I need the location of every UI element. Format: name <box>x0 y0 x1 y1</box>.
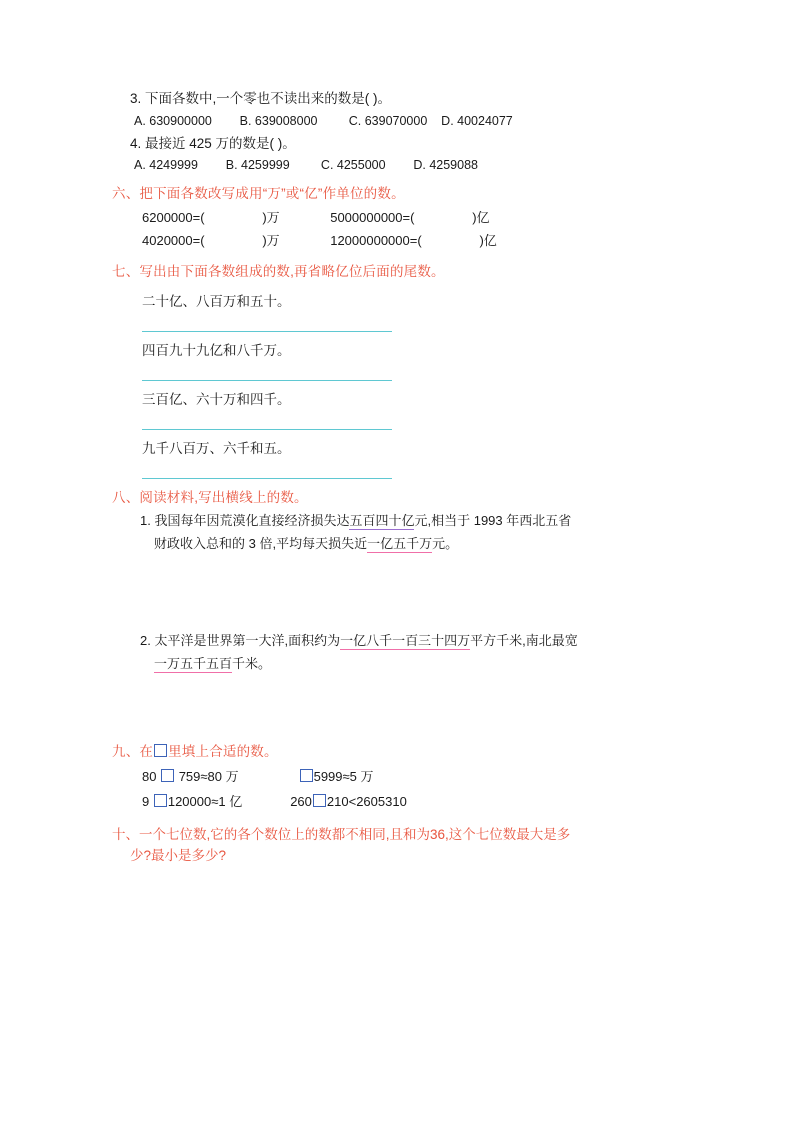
answer-line-4[interactable] <box>142 464 392 479</box>
row2-a-post: 120000≈1 亿 <box>167 794 243 810</box>
question-4: 4. 最接近 425 万的数是( )。 <box>130 135 296 151</box>
item1-line2-pre: 财政收入总和的 3 倍,平均每天损失近 <box>154 536 368 552</box>
item2-text-pre: 2. 太平洋是世界第一大洋,面积约为 <box>140 632 341 648</box>
section-7-item-4: 九千八百万、六千和五。 <box>142 440 291 456</box>
row2-b: 210<2605310 <box>326 794 407 810</box>
section-7-item-2: 四百九十九亿和八千万。 <box>142 342 291 358</box>
row1-b: 5999≈5 万 <box>313 769 374 785</box>
item1-text-mid: 元,相当于 1993 年西北五省 <box>414 513 572 529</box>
section-9-heading-post: 里填上合适的数。 <box>168 744 278 760</box>
square-blank-icon[interactable] <box>313 794 326 807</box>
square-blank-icon[interactable] <box>300 769 313 782</box>
spacer-1 <box>112 556 681 628</box>
item2-answer-1: 一亿八千一百三十四万 <box>340 632 471 648</box>
item2-text-post: 千米。 <box>232 655 272 671</box>
item2-text-mid: 平方千米,南北最宽 <box>470 632 578 648</box>
spacer-2 <box>112 675 681 733</box>
section-6-row-1: 6200000=( )万 5000000000=( )亿 <box>142 210 490 226</box>
row1-a-pre: 80 <box>142 769 161 785</box>
answer-line-3[interactable] <box>142 415 392 430</box>
answer-line-2[interactable] <box>142 366 392 381</box>
item1-answer-2: 一亿五千万 <box>367 536 433 552</box>
section-9-row-2 <box>112 790 681 815</box>
item1-line2 <box>140 533 681 556</box>
section-6-row-2: 4020000=( )万 12000000000=( )亿 <box>142 232 497 248</box>
item2-line2 <box>140 653 681 676</box>
item1-answer-1: 五百四十亿 <box>349 513 415 529</box>
section-7-item-1: 二十亿、八百万和五十。 <box>142 293 291 309</box>
item1-text-pre: 1. 我国每年因荒漠化直接经济损失达 <box>140 513 350 529</box>
section-9-heading <box>112 742 681 763</box>
section-7-heading: 七、写出由下面各数组成的数,再省略亿位后面的尾数。 <box>112 263 445 279</box>
square-blank-icon[interactable] <box>154 794 167 807</box>
section-7-item-3: 三百亿、六十万和四千。 <box>142 391 291 407</box>
question-3: 3. 下面各数中,一个零也不读出来的数是( )。 <box>130 91 392 106</box>
section-10-heading: 十、一个七位数,它的各个数位上的数都不相同,且和为36,这个七位数最大是多 <box>112 826 571 842</box>
row2-a-pre: 9 <box>142 794 153 810</box>
section-8-heading: 八、阅读材料,写出横线上的数。 <box>112 489 308 505</box>
section-8-item-2 <box>112 630 681 676</box>
answer-line-1[interactable] <box>142 317 392 332</box>
question-3-options: A. 630900000 B. 639008000 C. 639070000 D. 40024077 <box>134 113 513 128</box>
item1-line2-post: 元。 <box>432 536 459 552</box>
row2-b-pre: 260 <box>290 794 312 810</box>
section-10 <box>112 824 681 867</box>
square-blank-icon <box>154 744 167 757</box>
section-8-item-1 <box>112 510 681 556</box>
item2-answer-2: 一万五千五百 <box>154 655 233 671</box>
section-9-row-1 <box>112 765 681 790</box>
question-4-options: A. 4249999 B. 4259999 C. 4255000 D. 4259088 <box>134 158 478 173</box>
square-blank-icon[interactable] <box>161 769 174 782</box>
row1-a-post: 759≈80 万 <box>175 769 239 785</box>
section-9-heading-pre: 九、在 <box>112 744 154 760</box>
section-10-line2: 少?最小是多少? <box>130 848 227 864</box>
section-6-heading: 六、把下面各数改写成用“万”或“亿”作单位的数。 <box>112 186 405 202</box>
